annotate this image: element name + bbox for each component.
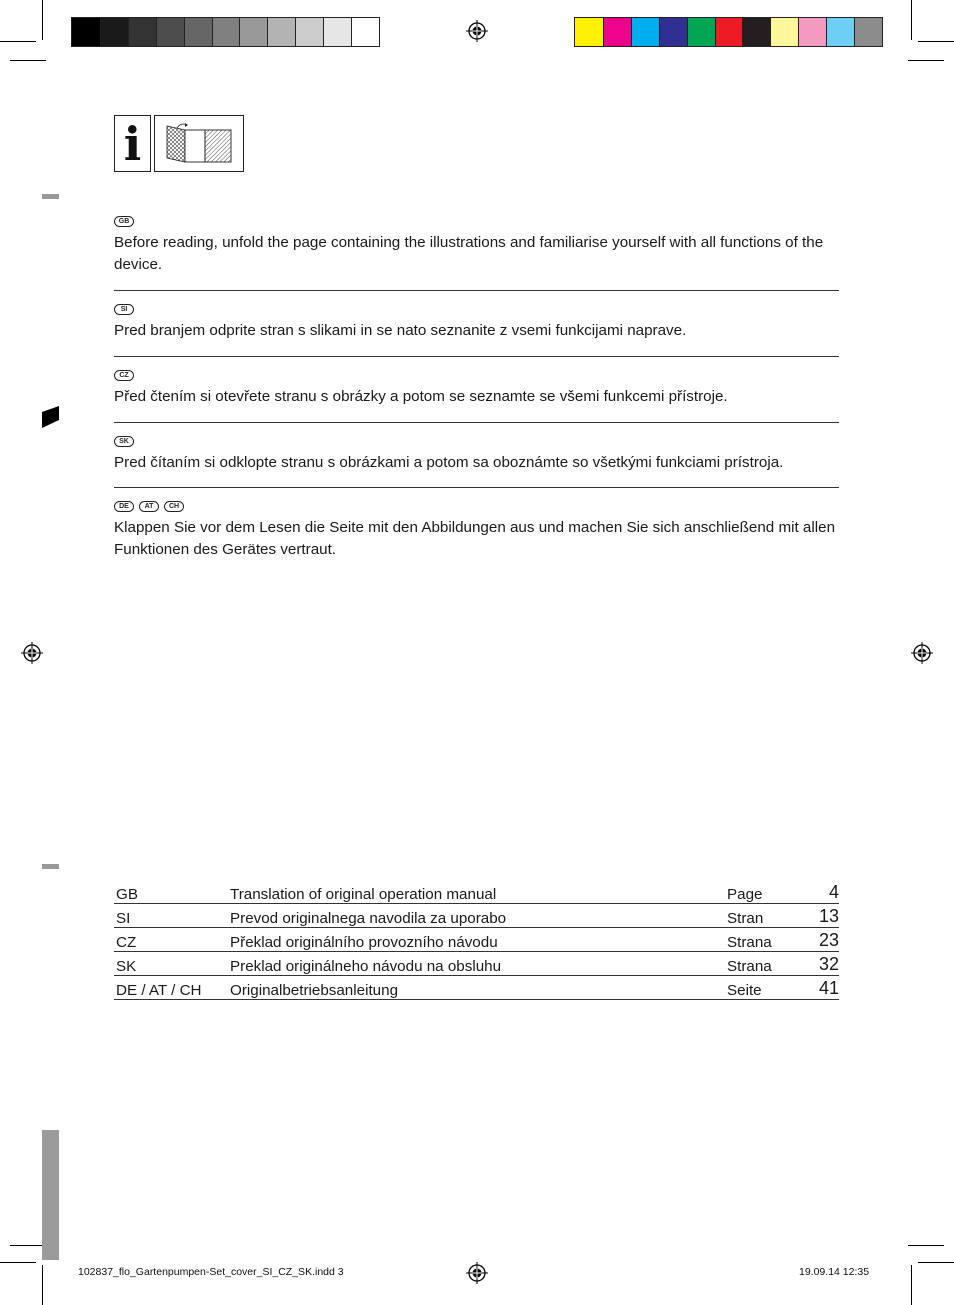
country-badge-si: SI — [114, 304, 134, 315]
side-marker-flag — [42, 406, 60, 428]
registration-mark-right — [911, 642, 933, 664]
registration-mark-top — [466, 20, 488, 42]
crop-mark-tl-v — [42, 0, 43, 40]
country-badges — [114, 501, 839, 513]
toc-page-label: Strana — [727, 928, 789, 952]
divider — [114, 290, 839, 291]
unfold-illustration-box — [154, 115, 244, 172]
process-swatch — [631, 18, 659, 46]
crop-mark-bl-h2 — [10, 1245, 46, 1246]
toc-page-label: Stran — [727, 904, 789, 928]
country-badge-sk: SK — [114, 436, 134, 447]
toc-page-number: 41 — [789, 976, 839, 1000]
gray-swatch — [239, 18, 267, 46]
lang-block-de — [114, 501, 839, 561]
toc-page-label: Seite — [727, 976, 789, 1000]
country-badges — [114, 304, 839, 316]
process-swatch — [575, 18, 603, 46]
crop-mark-br-h — [918, 1262, 954, 1263]
toc-title: Překlad originálního provozního návodu — [230, 928, 727, 952]
divider — [114, 422, 839, 423]
crop-mark-tr-v — [911, 0, 912, 40]
unfold-page-icon — [155, 116, 243, 171]
country-badges — [114, 216, 839, 228]
lang-text-de: Klappen Sie vor dem Lesen die Seite mit den Abbildungen aus und machen Sie sich anschließend mit allen Funktionen des Gerätes vertraut. — [114, 519, 836, 558]
gray-swatch — [267, 18, 295, 46]
info-icon-box — [114, 115, 151, 172]
toc-language-code: SK — [114, 952, 230, 976]
country-badge-de: DE — [114, 501, 134, 512]
crop-mark-tl-h — [0, 41, 36, 42]
process-swatch — [770, 18, 798, 46]
side-marker-middle — [42, 864, 59, 869]
lang-text-si: Pred branjem odprite stran s slikami in se nato seznanite z vsemi funkcijami naprave. — [114, 322, 687, 339]
toc-page-number: 23 — [789, 928, 839, 952]
gray-swatch — [100, 18, 128, 46]
gray-swatch — [323, 18, 351, 46]
table-row — [114, 976, 839, 1000]
divider — [114, 487, 839, 488]
gray-swatch — [351, 18, 379, 46]
gray-swatch — [295, 18, 323, 46]
process-swatch — [687, 18, 715, 46]
lang-block-sk — [114, 436, 839, 474]
process-color-bar — [574, 17, 883, 47]
gray-swatch — [72, 18, 100, 46]
footer-date-time: 19.09.14 12:35 — [799, 1266, 870, 1278]
process-swatch — [826, 18, 854, 46]
toc-page-number: 32 — [789, 952, 839, 976]
lang-text-gb: Before reading, unfold the page containing the illustrations and familiarise yourself with all functions of the device. — [114, 234, 824, 273]
country-badge-at: AT — [139, 501, 159, 512]
process-swatch — [798, 18, 826, 46]
toc-language-code: DE / AT / CH — [114, 976, 230, 1000]
side-marker-top — [42, 194, 59, 199]
lang-text-cz: Před čtením si otevřete stranu s obrázky a potom se seznamte se všemi funkcemi přístroje. — [114, 388, 728, 405]
crop-mark-br-v — [911, 1265, 912, 1305]
country-badge-ch: CH — [164, 501, 184, 512]
crop-mark-tl-h2 — [10, 60, 46, 61]
crop-mark-br-h2 — [908, 1245, 944, 1246]
process-swatch — [715, 18, 743, 46]
gray-swatch — [128, 18, 156, 46]
process-swatch — [603, 18, 631, 46]
gray-swatch — [212, 18, 240, 46]
process-swatch — [659, 18, 687, 46]
process-swatch — [742, 18, 770, 46]
toc-page-label: Page — [727, 880, 789, 904]
country-badges — [114, 436, 839, 448]
registration-mark-bottom — [466, 1262, 488, 1284]
toc-page-label: Strana — [727, 952, 789, 976]
toc-title: Originalbetriebsanleitung — [230, 976, 727, 1000]
lang-block-cz — [114, 370, 839, 408]
crop-mark-bl-v — [42, 1265, 43, 1305]
process-swatch — [854, 18, 882, 46]
lang-text-sk: Pred čítaním si odklopte stranu s obrázkami a potom sa oboznámte so všetkými funkciami prístroja. — [114, 454, 784, 471]
table-row — [114, 880, 839, 904]
registration-mark-left — [21, 642, 43, 664]
toc-page-number: 4 — [789, 880, 839, 904]
table-row — [114, 952, 839, 976]
toc-page-number: 13 — [789, 904, 839, 928]
lang-block-si — [114, 304, 839, 342]
info-icon: i — [123, 116, 142, 171]
toc-title: Preklad originálneho návodu na obsluhu — [230, 952, 727, 976]
toc-language-code: SI — [114, 904, 230, 928]
toc-title: Translation of original operation manual — [230, 880, 727, 904]
gray-swatch — [184, 18, 212, 46]
country-badges — [114, 370, 839, 382]
gray-swatch — [156, 18, 184, 46]
lang-block-gb — [114, 216, 839, 276]
side-gray-tab — [42, 1130, 59, 1260]
toc-language-code: CZ — [114, 928, 230, 952]
crop-mark-bl-h — [0, 1262, 36, 1263]
table-of-contents — [114, 880, 839, 1000]
footer-file-name: 102837_flo_Gartenpumpen-Set_cover_SI_CZ_SK.indd 3 — [78, 1266, 344, 1278]
table-row — [114, 904, 839, 928]
country-badge-cz: CZ — [114, 370, 134, 381]
country-badge-gb: GB — [114, 216, 134, 227]
divider — [114, 356, 839, 357]
table-row — [114, 928, 839, 952]
toc-title: Prevod originalnega navodila za uporabo — [230, 904, 727, 928]
crop-mark-tr-h2 — [908, 60, 944, 61]
grayscale-color-bar — [71, 17, 380, 47]
toc-language-code: GB — [114, 880, 230, 904]
crop-mark-tr-h — [918, 41, 954, 42]
